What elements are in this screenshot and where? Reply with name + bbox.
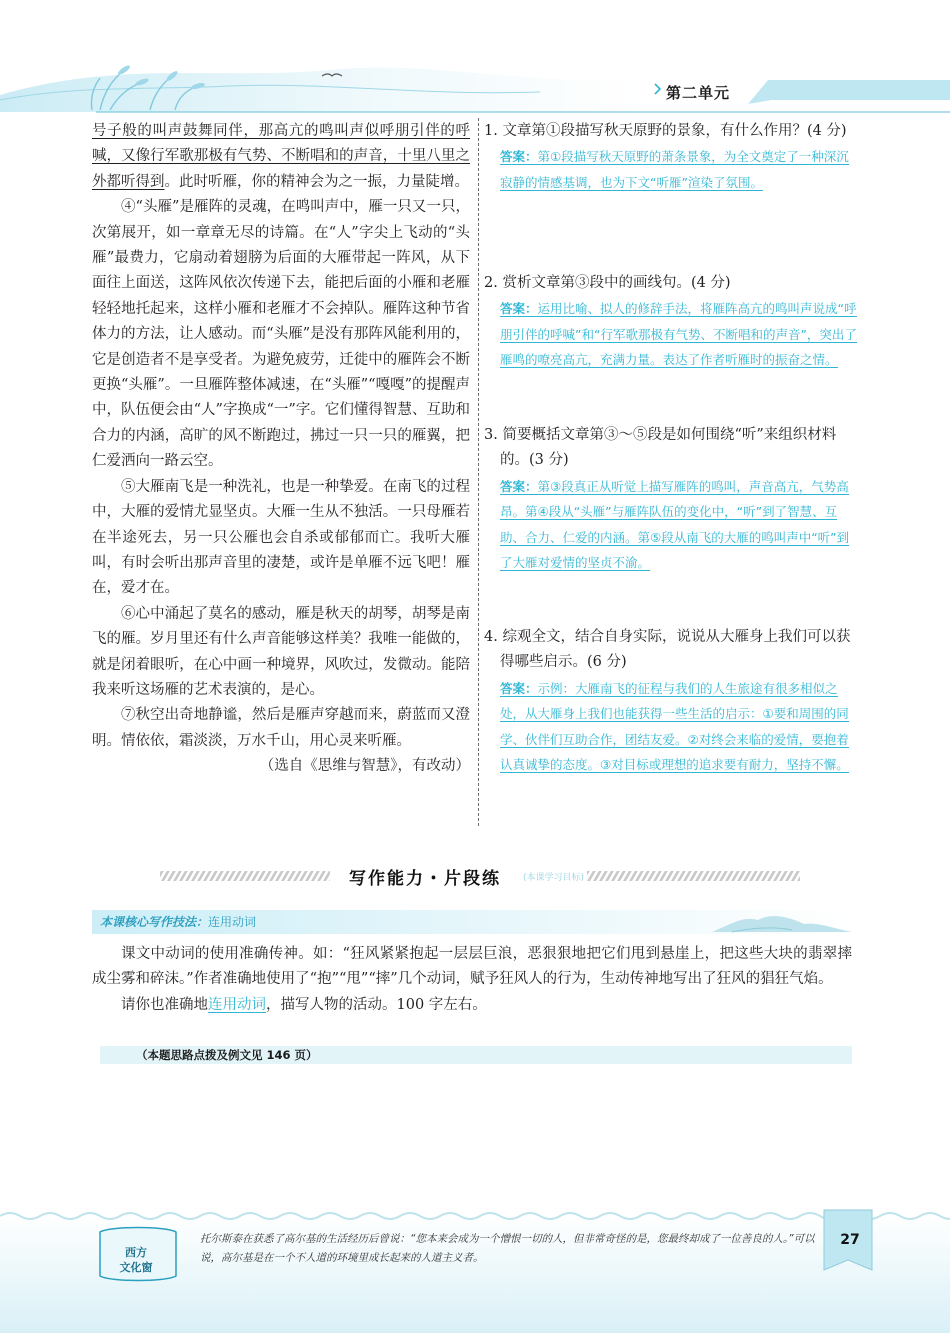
page-header — [0, 0, 950, 120]
article-paragraph-7: ⑦秋空出奇地静谧，然后是雁声穿越而来，蔚蓝而又澄明。情依依，霜淡淡，万水千山，用心灵来听雁。 — [92, 707, 470, 749]
question-text: 3. 简要概括文章第③～⑤段是如何围绕“听”来组织材料的。(3 分) — [484, 427, 837, 469]
answer: 答案：第①段描写秋天原野的萧条景象，为全文奠定了一种深沉寂静的情感基调，也为下文“听雁”渲染了氛围。 — [500, 149, 849, 190]
writing-section-note: (本课学习目标) — [520, 870, 587, 883]
article-source: （选自《思维与智慧》，有改动） — [259, 758, 470, 775]
writing-task — [92, 942, 852, 1018]
writing-example-paragraph: 课文中动词的使用准确传神。如：“狂风紧紧抱起一层层巨浪，恶狠狠地把它们甩到悬崖上，把这些大块的翡翠摔成尘雾和碎沫。”作者准确地使用了“抱”“甩”“摔”几个动词，赋予狂风人的行为，生动传神地写出了狂风的猖狂气焰。 — [92, 946, 852, 988]
question-3 — [484, 423, 858, 575]
article-paragraph-5: ⑤大雁南飞是一种洗礼，也是一种挚爱。在南飞的过程中，大雁的爱情尤显坚贞。大雁一生从不独活。一只母雁若在半途死去，另一只公雁也会自杀或郁郁而亡。我听大雁叫，有时会听出那声音里的凄楚，或许是单雁不远飞吧！雁在，爱才在。 — [92, 478, 470, 597]
writing-instruction: 请你也准确地连用动词，描写人物的活动。100 字左右。 — [121, 996, 487, 1013]
culture-window-badge: 西方 文化窗 — [119, 1246, 153, 1274]
article-column — [92, 119, 470, 780]
unit-title: 第二单元 — [666, 84, 731, 102]
writing-section-title: 写作能力・片段练 — [330, 864, 520, 890]
article-paragraph-3-continued: 号子般的叫声鼓舞同伴，那高亢的鸣叫声似呼朋引伴的呼喊，又像行军歌那极有气势、不断唱和的声音，十里八里之外都听得到。此时听雁，你的精神会为之一振，力量陡增。 — [92, 123, 470, 190]
underlined-sentence: 号子般的叫声鼓舞同伴，那高亢的鸣叫声似呼朋引伴的呼喊，又像行军歌那极有气势、不断唱和的声音，十里八里之外都听得到 — [92, 123, 470, 190]
question-text: 2. 赏析文章第③段中的画线句。(4 分) — [484, 275, 731, 291]
question-1 — [484, 119, 858, 195]
answer: 答案：示例：大雁南飞的征程与我们的人生旅途有很多相似之处，从大雁身上我们也能获得一些生活的启示：①要和周围的同学、伙伴们互助合作，团结友爱。②对终会来临的爱情，要抱着认真诚挚的态度。③对目标或理想的追求要有耐力，坚持不懈。 — [500, 680, 849, 773]
question-text: 4. 综观全文，结合自身实际，说说从大雁身上我们可以获得哪些启示。(6 分) — [484, 629, 851, 671]
question-2 — [484, 271, 858, 373]
reference-text: （本题思路点拨及例文见 146 页） — [136, 1048, 318, 1062]
header-landscape-illustration — [0, 0, 950, 120]
writing-skill-label: 本课核心写作技法：连用动词 — [100, 915, 257, 929]
technique-link[interactable]: 连用动词 — [208, 996, 266, 1013]
question-text: 1. 文章第①段描写秋天原野的景象，有什么作用？(4 分) — [484, 123, 847, 139]
page-number: 27 — [840, 1232, 860, 1248]
column-divider — [478, 118, 479, 826]
footer-quote: 托尔斯泰在获悉了高尔基的生活经历后曾说：“您本来会成为一个憎恨一切的人，但非常奇怪的是，您最终却成了一位善良的人。”可以说，高尔基是在一个不人道的环境里成长起来的人道主义者。 — [200, 1233, 815, 1264]
page-footer — [0, 1200, 950, 1333]
answer: 答案：第③段真正从听觉上描写雁阵的鸣叫，声音高亢，气势高昂。第④段从“头雁”与雁阵队伍的变化中，“听”到了智慧、互助、合力、仁爱的内涵。第⑤段从南飞的大雁的鸣叫声中“听”到了大雁对爱情的坚贞不渝。 — [500, 478, 850, 571]
answer: 答案：运用比喻、拟人的修辞手法，将雁阵高亢的鸣叫声说成“呼朋引伴的呼喊”和“行军歌那极有气势、不断唱和的声音”，突出了雁鸣的嘹亮高亢，充满力量。表达了作者听雁时的振奋之情。 — [500, 301, 857, 368]
question-4 — [484, 625, 858, 777]
article-paragraph-4: ④“头雁”是雁阵的灵魂，在鸣叫声中，雁一只又一只，次第展开，如一章章无尽的诗篇。在“人”字尖上飞动的“头雁”最费力，它扇动着翅膀为后面的大雁带起一阵风，从下面往上面送，这阵风依次传递下去，能把后面的小雁和老雁轻轻地托起来，这样小雁和老雁才不会掉队。雁阵这种节省体力的方法，让人感动。而“头雁”是没有那阵风能利用的，它是创造者不是享受者。为避免疲劳，迁徙中的雁阵会不断更换“头雁”。一旦雁阵整体减速，在“头雁”“嘎嘎”的提醒声中，队伍便会由“人”字换成“一”字。它们懂得智慧、互助和合力的内涵，高旷的风不断跑过，拂过一只一只的雁翼，把仁爱洒向一路云空。 — [92, 199, 470, 470]
article-paragraph-6: ⑥心中涌起了莫名的感动，雁是秋天的胡琴，胡琴是南飞的雁。岁月里还有什么声音能够这样美？我唯一能做的，就是闭着眼听，在心中画一种境界，风吹过，发微动。能陪我来听这场雁的艺术表演的，是心。 — [92, 605, 470, 698]
